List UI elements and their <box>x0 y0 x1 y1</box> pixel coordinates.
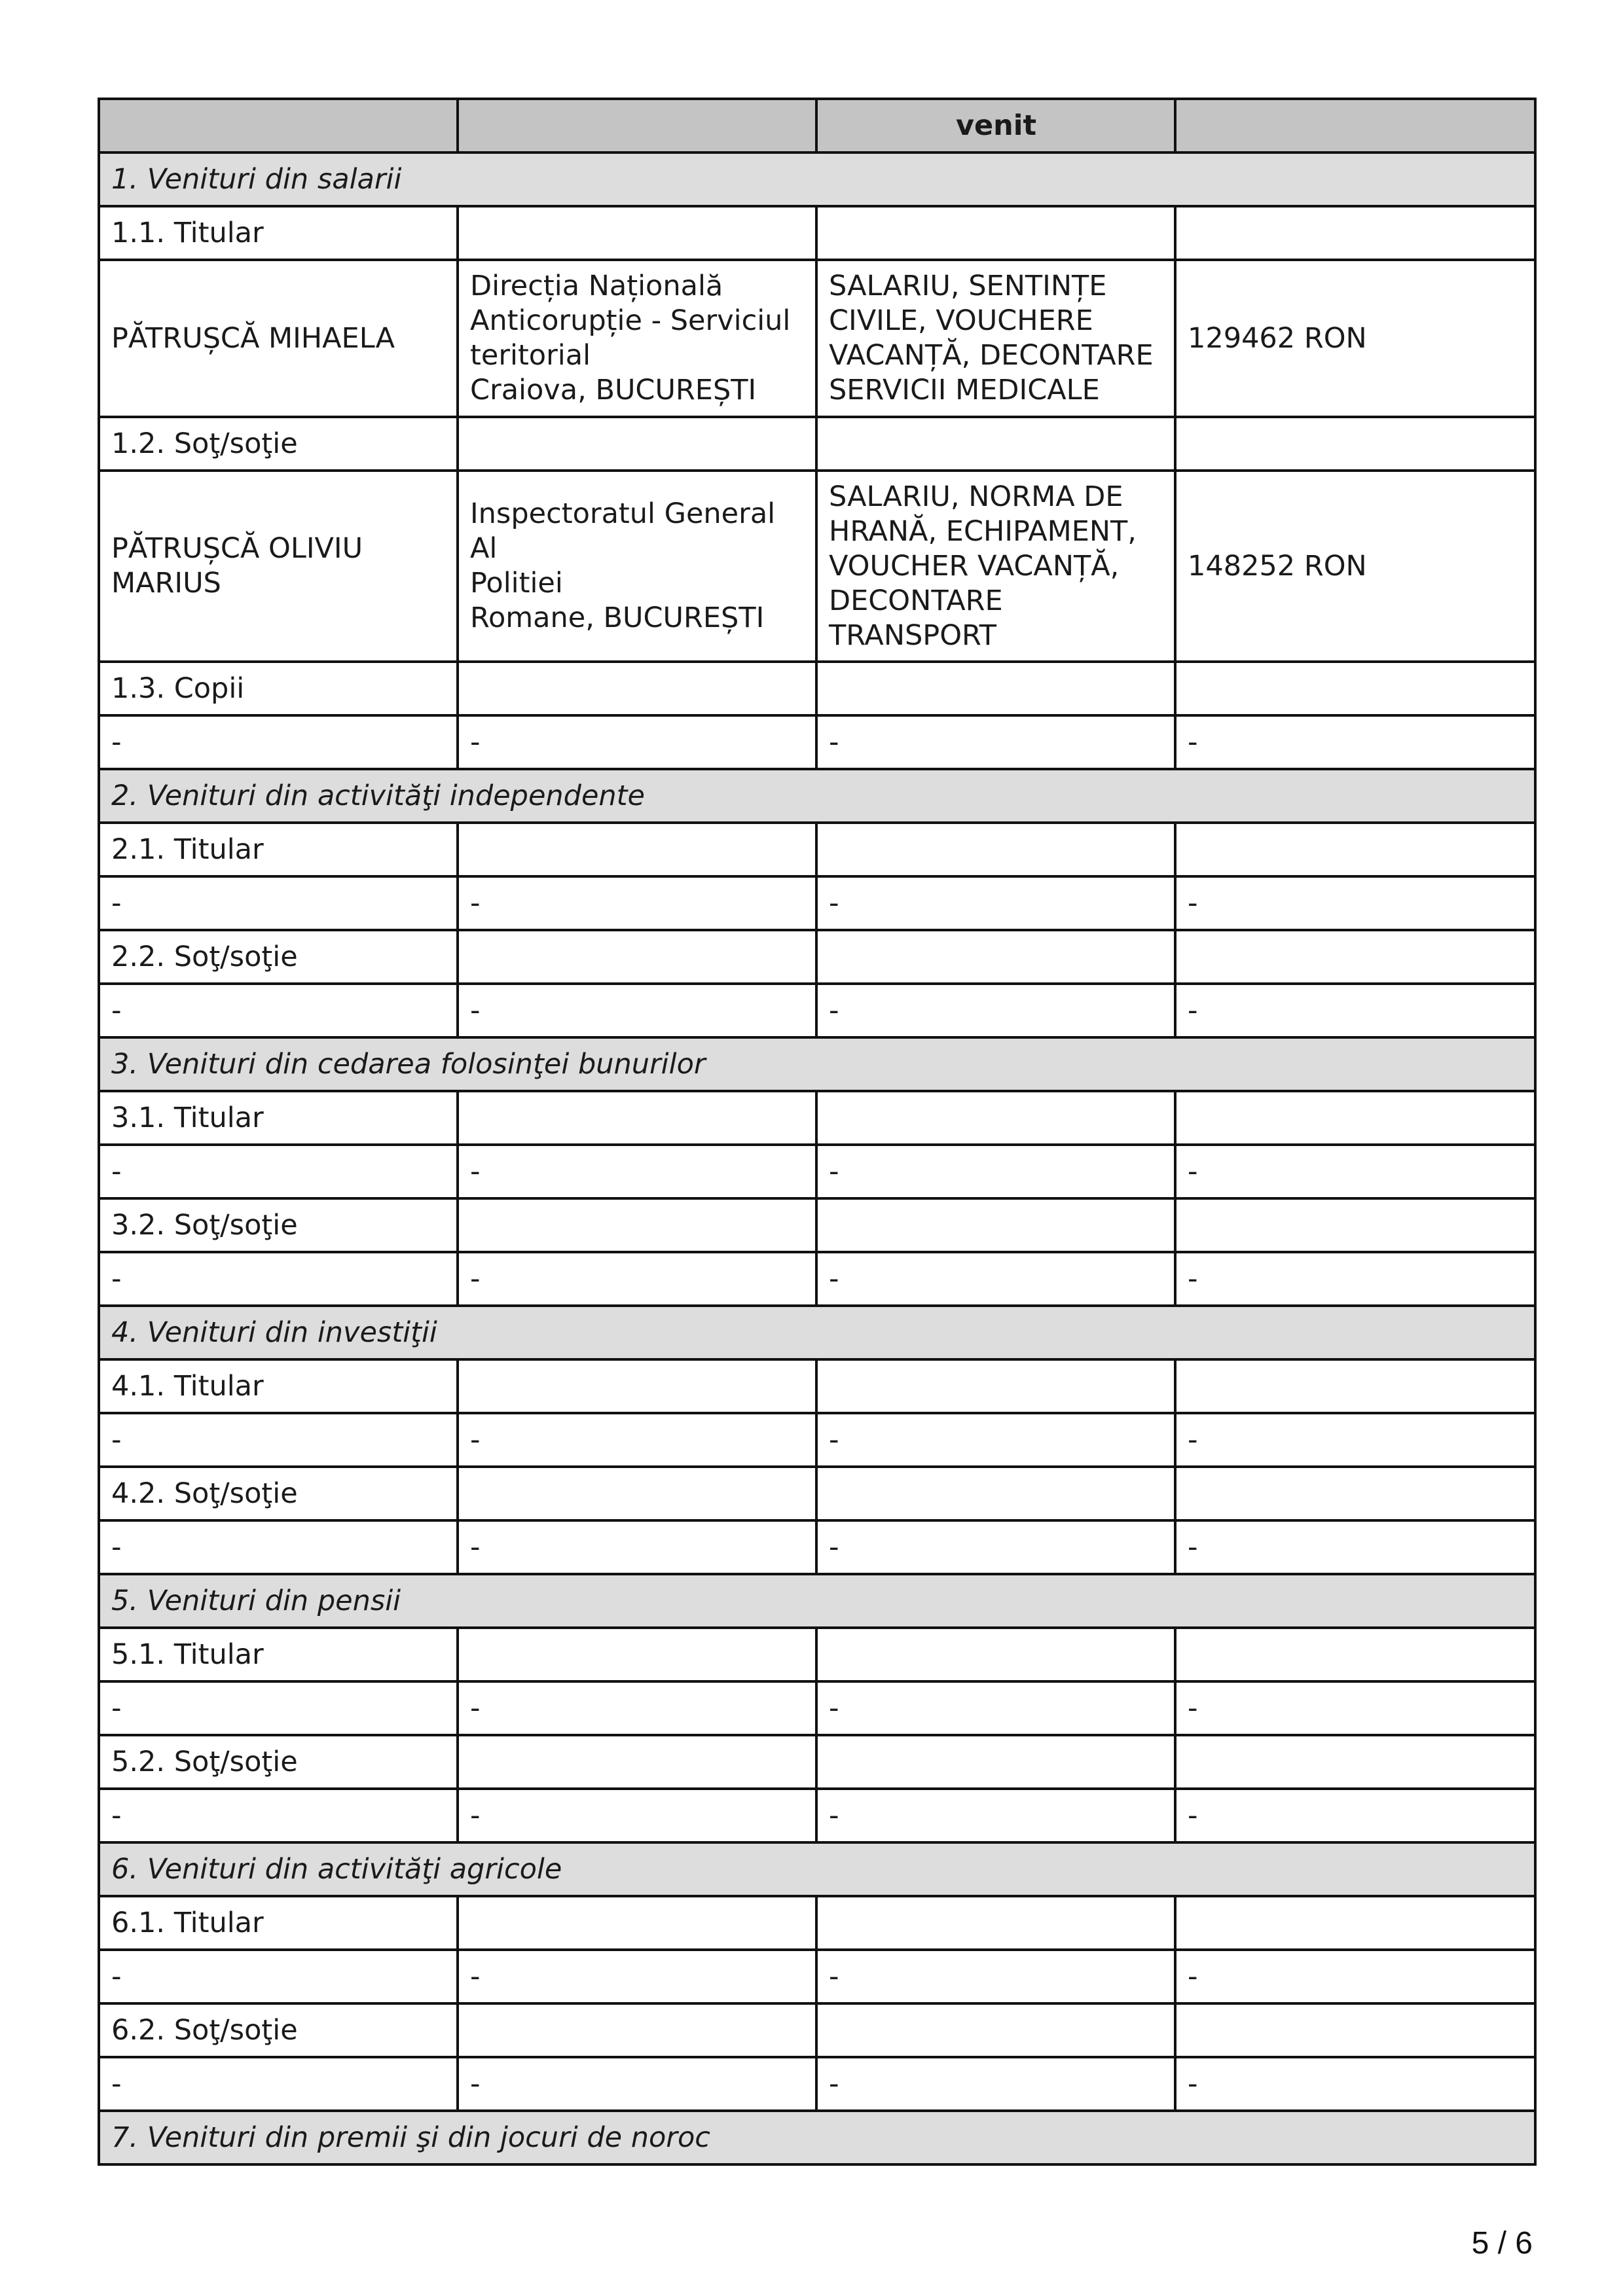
group-label: 6.2. Soţ/soţie <box>99 2003 458 2057</box>
page-number: 5 / 6 <box>1471 2226 1533 2261</box>
group-label-row <box>99 1091 1535 1145</box>
empty-cell <box>816 930 1175 984</box>
table-header-row <box>99 99 1535 152</box>
empty-cell <box>1175 417 1535 471</box>
table-row <box>99 1252 1535 1306</box>
income-source: - <box>458 1413 816 1467</box>
empty-cell <box>458 2003 816 2057</box>
empty-cell <box>816 1628 1175 1681</box>
income-service: SALARIU, SENTINȚE CIVILE, VOUCHERE VACANȚĂ, DECONTARE SERVICII MEDICALE <box>816 260 1175 417</box>
group-label-row <box>99 1198 1535 1252</box>
income-service: - <box>816 1145 1175 1198</box>
group-label: 6.1. Titular <box>99 1896 458 1950</box>
group-label-row <box>99 823 1535 876</box>
empty-cell <box>458 1091 816 1145</box>
section-title: 5. Venituri din pensii <box>99 1574 1535 1628</box>
empty-cell <box>1175 1091 1535 1145</box>
table-row <box>99 1681 1535 1735</box>
section-title: 6. Venituri din activităţi agricole <box>99 1842 1535 1896</box>
empty-cell <box>458 206 816 260</box>
income-source: - <box>458 1145 816 1198</box>
header-cell <box>99 99 458 152</box>
group-label: 2.1. Titular <box>99 823 458 876</box>
empty-cell <box>816 2003 1175 2057</box>
group-label: 1.1. Titular <box>99 206 458 260</box>
income-beneficiary: - <box>99 876 458 930</box>
table-row <box>99 1413 1535 1467</box>
empty-cell <box>1175 1735 1535 1789</box>
income-source: Inspectoratul General Al Politiei Romane, BUCUREȘTI <box>458 471 816 662</box>
empty-cell <box>816 206 1175 260</box>
income-beneficiary: - <box>99 2057 458 2111</box>
section-row <box>99 2111 1535 2164</box>
income-service: - <box>816 715 1175 769</box>
group-label: 1.2. Soţ/soţie <box>99 417 458 471</box>
income-service: - <box>816 984 1175 1037</box>
income-declaration-table <box>98 98 1537 2166</box>
income-beneficiary: - <box>99 715 458 769</box>
group-label: 3.2. Soţ/soţie <box>99 1198 458 1252</box>
income-source: Direcția Națională Anticorupție - Serviciul teritorial Craiova, BUCUREȘTI <box>458 260 816 417</box>
group-label-row <box>99 930 1535 984</box>
income-beneficiary: PĂTRUȘCĂ MIHAELA <box>99 260 458 417</box>
income-source: - <box>458 1520 816 1574</box>
empty-cell <box>458 1735 816 1789</box>
income-service: - <box>816 1950 1175 2003</box>
income-service: - <box>816 1252 1175 1306</box>
income-amount: - <box>1175 1413 1535 1467</box>
income-table-body <box>99 99 1535 2164</box>
income-service: - <box>816 876 1175 930</box>
table-row <box>99 715 1535 769</box>
table-row <box>99 876 1535 930</box>
section-row <box>99 1306 1535 1359</box>
income-source: - <box>458 984 816 1037</box>
group-label-row <box>99 1359 1535 1413</box>
income-source: - <box>458 1681 816 1735</box>
group-label-row <box>99 662 1535 715</box>
income-amount: - <box>1175 1950 1535 2003</box>
income-service: - <box>816 1681 1175 1735</box>
income-source: - <box>458 2057 816 2111</box>
group-label-row <box>99 1735 1535 1789</box>
empty-cell <box>816 1735 1175 1789</box>
group-label: 2.2. Soţ/soţie <box>99 930 458 984</box>
group-label: 4.2. Soţ/soţie <box>99 1467 458 1520</box>
income-source: - <box>458 1789 816 1842</box>
group-label: 4.1. Titular <box>99 1359 458 1413</box>
table-row <box>99 984 1535 1037</box>
group-label-row <box>99 206 1535 260</box>
group-label: 5.2. Soţ/soţie <box>99 1735 458 1789</box>
income-amount: - <box>1175 984 1535 1037</box>
income-source: - <box>458 1950 816 2003</box>
income-beneficiary: PĂTRUȘCĂ OLIVIU MARIUS <box>99 471 458 662</box>
empty-cell <box>1175 662 1535 715</box>
empty-cell <box>1175 1467 1535 1520</box>
section-title: 7. Venituri din premii şi din jocuri de noroc <box>99 2111 1535 2164</box>
group-label: 3.1. Titular <box>99 1091 458 1145</box>
empty-cell <box>1175 1896 1535 1950</box>
group-label-row <box>99 2003 1535 2057</box>
income-beneficiary: - <box>99 984 458 1037</box>
empty-cell <box>1175 930 1535 984</box>
group-label-row <box>99 417 1535 471</box>
group-label-row <box>99 1628 1535 1681</box>
income-source: - <box>458 715 816 769</box>
empty-cell <box>1175 1198 1535 1252</box>
section-title: 4. Venituri din investiţii <box>99 1306 1535 1359</box>
empty-cell <box>458 1628 816 1681</box>
empty-cell <box>1175 2003 1535 2057</box>
section-row <box>99 152 1535 206</box>
income-service: - <box>816 2057 1175 2111</box>
section-title: 1. Venituri din salarii <box>99 152 1535 206</box>
income-beneficiary: - <box>99 1520 458 1574</box>
empty-cell <box>458 823 816 876</box>
income-amount: - <box>1175 1252 1535 1306</box>
empty-cell <box>458 662 816 715</box>
section-title: 3. Venituri din cedarea folosinţei bunurilor <box>99 1037 1535 1091</box>
empty-cell <box>816 1091 1175 1145</box>
section-row <box>99 769 1535 823</box>
income-service: - <box>816 1520 1175 1574</box>
income-service: - <box>816 1789 1175 1842</box>
table-row <box>99 1950 1535 2003</box>
section-row <box>99 1037 1535 1091</box>
income-beneficiary: - <box>99 1413 458 1467</box>
section-row <box>99 1842 1535 1896</box>
income-service: - <box>816 1413 1175 1467</box>
income-amount: - <box>1175 715 1535 769</box>
empty-cell <box>1175 1359 1535 1413</box>
table-row <box>99 1145 1535 1198</box>
empty-cell <box>816 662 1175 715</box>
table-row <box>99 260 1535 417</box>
table-row <box>99 2057 1535 2111</box>
group-label-row <box>99 1896 1535 1950</box>
group-label-row <box>99 1467 1535 1520</box>
table-row <box>99 471 1535 662</box>
income-declaration-table-wrapper <box>98 98 1534 2166</box>
empty-cell <box>458 417 816 471</box>
empty-cell <box>816 417 1175 471</box>
income-amount: - <box>1175 1789 1535 1842</box>
income-beneficiary: - <box>99 1789 458 1842</box>
empty-cell <box>816 1198 1175 1252</box>
income-amount: - <box>1175 2057 1535 2111</box>
empty-cell <box>816 1896 1175 1950</box>
empty-cell <box>458 1896 816 1950</box>
empty-cell <box>816 1467 1175 1520</box>
income-beneficiary: - <box>99 1950 458 2003</box>
empty-cell <box>816 823 1175 876</box>
table-row <box>99 1520 1535 1574</box>
section-title: 2. Venituri din activităţi independente <box>99 769 1535 823</box>
income-source: - <box>458 876 816 930</box>
table-row <box>99 1789 1535 1842</box>
empty-cell <box>1175 1628 1535 1681</box>
empty-cell <box>458 930 816 984</box>
header-cell <box>458 99 816 152</box>
income-amount: - <box>1175 1520 1535 1574</box>
group-label: 1.3. Copii <box>99 662 458 715</box>
income-amount: - <box>1175 1681 1535 1735</box>
income-source: - <box>458 1252 816 1306</box>
group-label: 5.1. Titular <box>99 1628 458 1681</box>
income-amount: - <box>1175 876 1535 930</box>
empty-cell <box>458 1198 816 1252</box>
empty-cell <box>458 1467 816 1520</box>
empty-cell <box>458 1359 816 1413</box>
income-amount: 129462 RON <box>1175 260 1535 417</box>
empty-cell <box>1175 206 1535 260</box>
income-amount: - <box>1175 1145 1535 1198</box>
section-row <box>99 1574 1535 1628</box>
income-service: SALARIU, NORMA DE HRANĂ, ECHIPAMENT, VOUCHER VACANȚĂ, DECONTARE TRANSPORT <box>816 471 1175 662</box>
header-cell <box>1175 99 1535 152</box>
income-beneficiary: - <box>99 1252 458 1306</box>
empty-cell <box>1175 823 1535 876</box>
header-cell-venit: venit <box>816 99 1175 152</box>
income-beneficiary: - <box>99 1681 458 1735</box>
income-amount: 148252 RON <box>1175 471 1535 662</box>
empty-cell <box>816 1359 1175 1413</box>
income-beneficiary: - <box>99 1145 458 1198</box>
